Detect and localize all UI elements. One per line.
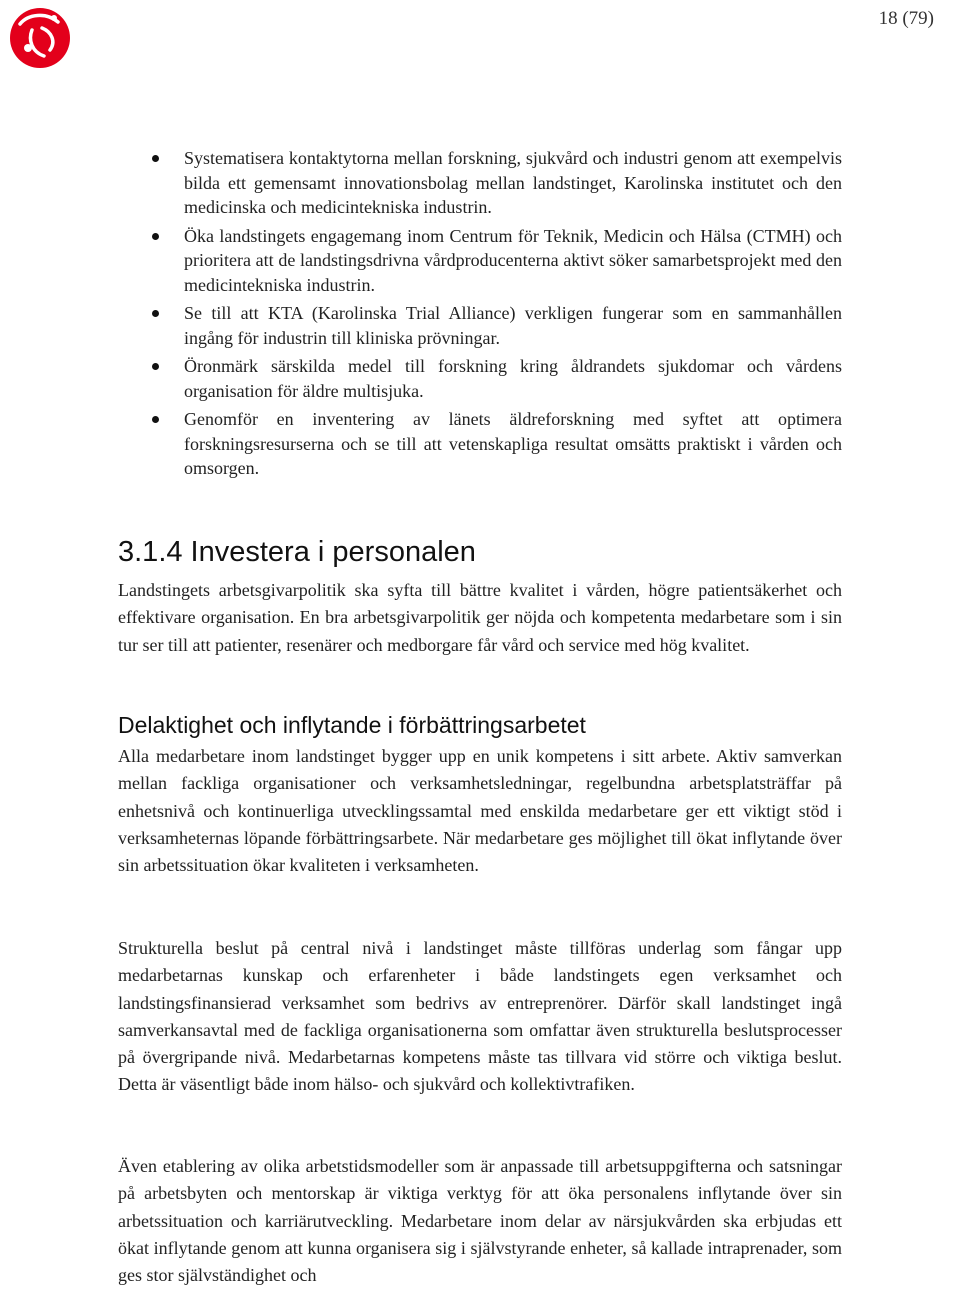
list-item-text: Öronmärk särskilda medel till forskning kring åldrandets sjukdomar och vårdens organisation för äldre multisjuka. bbox=[184, 356, 842, 401]
body-paragraph: Strukturella beslut på central nivå i landstinget måste tillföras underlag som fångar upp medarbetarnas kunskap och erfarenheter i både landstingets egen verksamhet och landstingsfinansierad verksamhet som bedrivs av entreprenörer. Därför skall landstinget ingå samverkansavtal med de fackliga organisationerna som omfattar även strukturella beslutsprocesser på övergripande nivå. Medarbetarnas kompetens måste tas tillvara vid större och viktiga beslut. Detta är väsentligt både inom hälso- och sjukvård och kollektivtrafiken. bbox=[118, 938, 842, 1095]
bullet-icon bbox=[152, 416, 159, 423]
bullet-icon bbox=[152, 310, 159, 317]
section-heading: 3.1.4 Investera i personalen bbox=[118, 536, 476, 568]
bullet-list bbox=[152, 146, 842, 485]
list-item bbox=[152, 224, 842, 298]
page-number: 18 (79) bbox=[878, 8, 934, 29]
bullet-icon bbox=[152, 363, 159, 370]
section-intro-paragraph: Landstingets arbetsgivarpolitik ska syfta till bättre kvalitet i vården, högre patientsäkerhet och effektivare organisation. En bra arbetsgivarpolitik ger nöjda och kompetenta medarbetare som i sin tur ser till att patienter, resenärer och medborgare får vård och service med hög kvalitet. bbox=[118, 580, 842, 655]
list-item bbox=[152, 301, 842, 350]
list-item-text: Öka landstingets engagemang inom Centrum för Teknik, Medicin och Hälsa (CTMH) och prioritera att de landstingsdrivna vårdproducenterna aktivt söker samarbetsprojekt med den medicintekniska industrin. bbox=[184, 225, 842, 295]
body-paragraph: Även etablering av olika arbetstidsmodeller som är anpassade till arbetsuppgifterna och satsningar på arbetsbyten och mentorskap är viktiga verktyg för att öka personalens inflytande över sin arbetssituation och karriärutveckling. Medarbetare inom delar av närsjukvården ska erbjudas ett ökat inflytande genom att kunna organisera sig i självstyrande enheter, så kallade intraprenader, som ges stor självständighet och bbox=[118, 1156, 842, 1286]
list-item bbox=[152, 407, 842, 481]
list-item bbox=[152, 146, 842, 220]
list-item-text: Se till att KTA (Karolinska Trial Alliance) verkligen fungerar som en sammanhållen ingång för industrin till kliniska prövningar. bbox=[184, 303, 842, 348]
bullet-icon bbox=[152, 233, 159, 240]
subsection-heading: Delaktighet och inflytande i förbättringsarbetet bbox=[118, 712, 586, 738]
list-item-text: Systematisera kontaktytorna mellan forskning, sjukvård och industri genom att exempelvis bilda ett gemensamt innovationsbolag mellan landstinget, Karolinska institutet och den medicinska och medicintekniska industrin. bbox=[184, 148, 842, 217]
body-paragraph: Alla medarbetare inom landstinget bygger upp en unik kompetens i sitt arbete. Aktiv samverkan mellan fackliga organisationer och verksamhetsledningar, regelbundna arbetsplatsträffar på enhetsnivå och kontinuerliga utvecklingssamtal med enskilda medarbetare ger ett viktigt stöd i verksamheternas löpande förbättringsarbete. När medarbetare ges möjlighet till ökat inflytande över sin arbetssituation ökar kvaliteten i verksamheten. bbox=[118, 746, 842, 876]
list-item bbox=[152, 354, 842, 403]
bullet-icon bbox=[152, 155, 159, 162]
party-rose-logo bbox=[6, 4, 74, 72]
list-item-text: Genomför en inventering av länets äldreforskning med syftet att optimera forskningsresurserna och se till att vetenskapliga resultat omsätts praktiskt i vården och omsorgen. bbox=[184, 409, 842, 478]
